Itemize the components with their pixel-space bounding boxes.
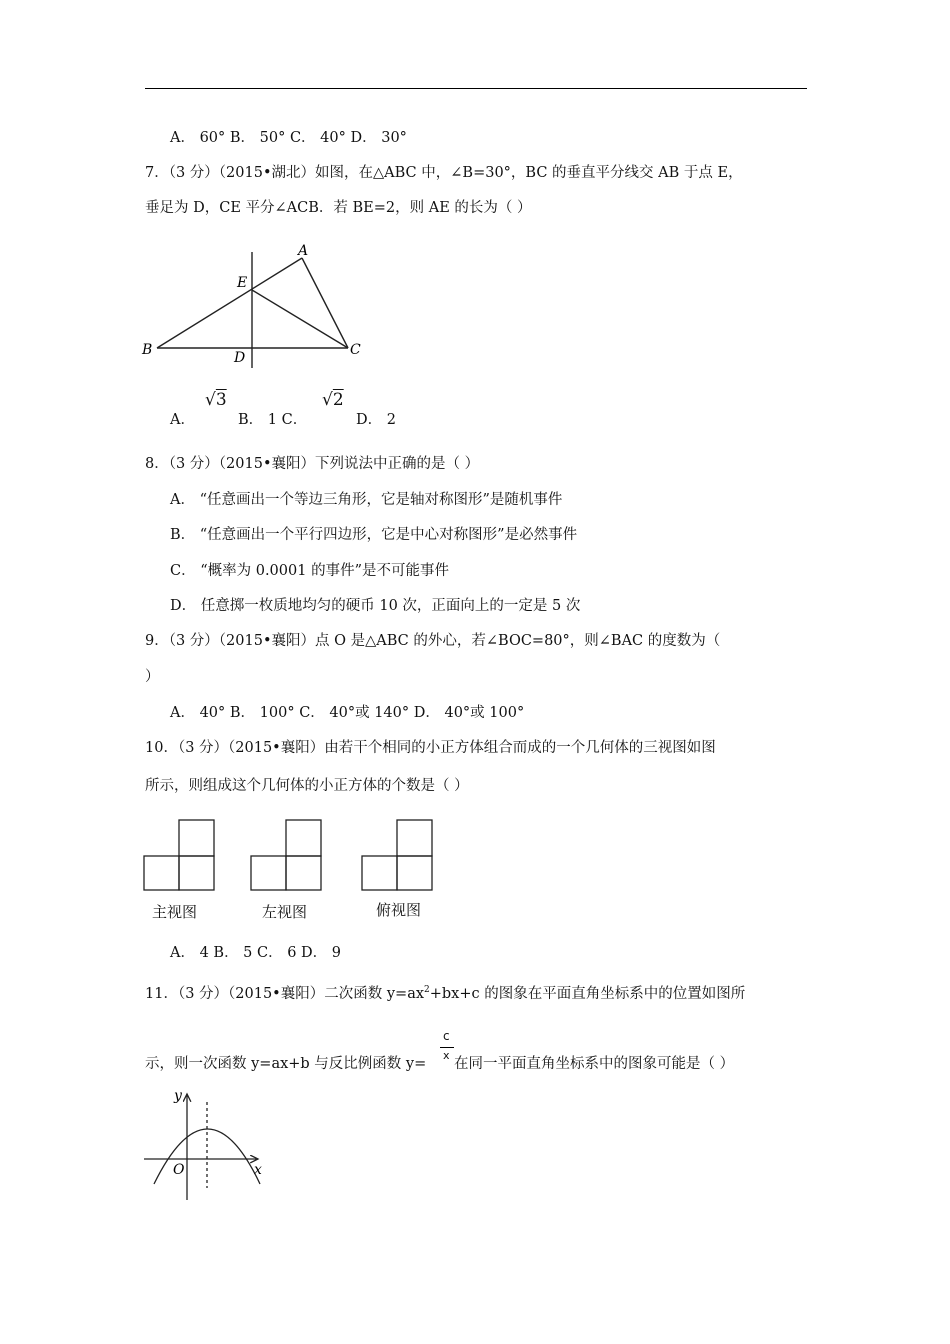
q11-stem-line2-post: 在同一平面直角坐标系中的图象可能是（ ）	[454, 1056, 735, 1072]
q7-sqrt-3: √3	[205, 390, 227, 410]
label-c: C	[350, 342, 361, 358]
q8-option-b: B． “任意画出一个平行四边形，它是中心对称图形”是必然事件	[170, 527, 578, 543]
caption-front-view: 主视图	[152, 903, 198, 921]
q7-option-a: A．	[170, 412, 195, 428]
q9-options: A． 40° B． 100° C． 40°或 140° D． 40°或 100°	[170, 705, 525, 721]
q7-stem-line2: 垂足为 D，CE 平分∠ACB．若 BE=2，则 AE 的长为（ ）	[145, 200, 532, 216]
segment-ba	[157, 258, 302, 348]
axis-y-label: y	[174, 1088, 182, 1104]
header-rule	[145, 88, 807, 89]
q11-fraction-bar	[440, 1047, 454, 1048]
q11-fraction-numerator: c	[443, 1029, 450, 1043]
q7-option-d: D． 2	[356, 412, 396, 428]
q8-option-c: C． “概率为 0.0001 的事件”是不可能事件	[170, 563, 449, 579]
q7-stem-line1: 7．（3 分）（2015•湖北）如图，在△ABC 中，∠B=30°，BC 的垂直平分线交 AB 于点 E，	[145, 165, 743, 181]
q8-stem: 8．（3 分）（2015•襄阳）下列说法中正确的是（ ）	[145, 456, 480, 472]
q11-parabola-graph	[140, 1088, 270, 1203]
label-d: D	[234, 350, 246, 366]
q11-stem-line1: 11．（3 分）（2015•襄阳）二次函数 $y=ax^2+bx+c$ 的图象在平面直角坐标系中的位置如图所	[145, 985, 746, 1002]
q8-option-a: A． “任意画出一个等边三角形，它是轴对称图形”是随机事件	[170, 492, 563, 508]
q10-top-view	[361, 818, 435, 892]
caption-top-view: 俯视图	[376, 901, 422, 919]
caption-left-view: 左视图	[262, 903, 308, 921]
q10-front-view	[143, 818, 217, 892]
q8-option-d: D． 任意掷一枚质地均匀的硬币 10 次，正面向上的一定是 5 次	[170, 598, 581, 614]
label-a: A	[298, 243, 309, 259]
label-b: B	[142, 342, 153, 358]
q10-stem-line1: 10．（3 分）（2015•襄阳）由若干个相同的小正方体组合而成的一个几何体的三视图如图	[145, 740, 716, 756]
q7-sqrt-2: √2	[322, 390, 344, 410]
q9-stem-line2: ）	[145, 669, 160, 685]
label-e: E	[237, 275, 248, 291]
q9-stem-line1: 9．（3 分）（2015•襄阳）点 O 是△ABC 的外心，若∠BOC=80°，则∠BAC 的度数为（	[145, 633, 721, 649]
origin-label: O	[173, 1162, 185, 1178]
q11-stem-line2-pre: 示，则一次函数 y=ax+b 与反比例函数 y=	[145, 1056, 427, 1072]
q11-fraction-denominator: x	[443, 1049, 450, 1062]
axis-x-label: x	[254, 1162, 262, 1178]
q7-option-b-c: B． 1 C．	[238, 412, 308, 428]
q6-options: A． 60° B． 50° C． 40° D． 30°	[170, 130, 407, 146]
q10-stem-line2: 所示，则组成这个几何体的小正方体的个数是（ ）	[145, 778, 469, 794]
q10-left-view	[250, 818, 324, 892]
q10-options: A． 4 B． 5 C． 6 D． 9	[170, 945, 342, 961]
q7-triangle-figure	[140, 240, 380, 380]
